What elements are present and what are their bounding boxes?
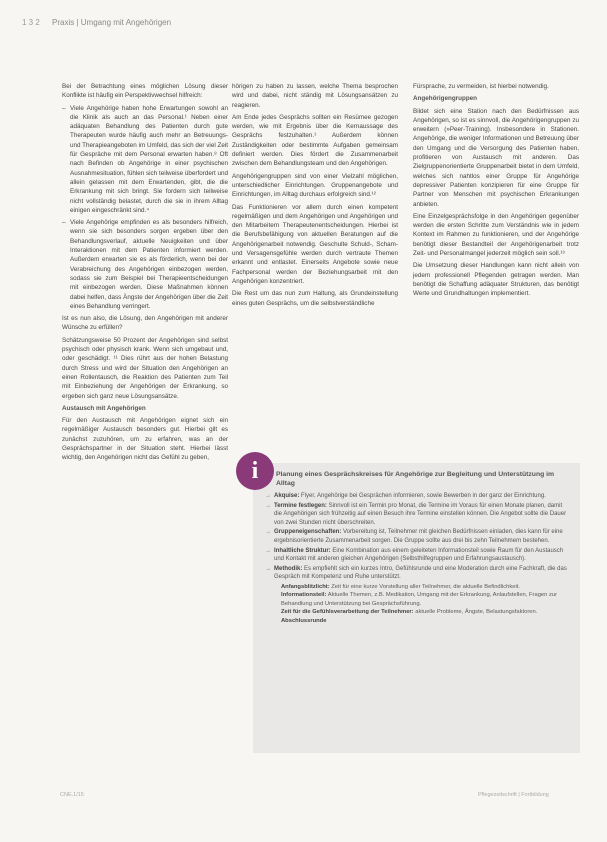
list-item: → Gruppeneigenschaften: Vorbereitung ist, Teilnehmer mit gleichen Bedürfnissen einladen, dies kann für eine ergebnisorientierte Zusammenarbeit sorgen. Die Gruppe sollte aus drei bis zehn Teilnehmern bestehen. (265, 528, 570, 545)
section-heading: Angehörigengruppen (413, 95, 478, 103)
list-item: → Akquise: Flyer, Angehörige bei Gesprächen informieren, sowie Bewerben in der ganz der Einrichtung. (265, 492, 570, 501)
list-item: → Inhaltliche Struktur: Eine Kombination aus einem geleiteten Informationsteil sowie Raum für den Austausch und Kontakt mit anderen gleichen Angehörigen (Selbsthilfegruppen und Erfahrungsaustausch). (265, 547, 570, 564)
paragraph: Für den Austausch mit Angehörigen eignet sich ein regelmäßiger Austausch besonders gut. Hierbei gilt es zunächst zuzuhören, um zu erfahren, was an der Gesprächspartner in der Situation steht. Hierbei lässt wichtig, den Angehörigen nicht das Gefühl zu geben, (62, 417, 228, 462)
footer-left: CNE.1/15 (60, 792, 84, 798)
sub-item: Anfangsblitzlicht: Zeit für eine kurze Vorstellung aller Teilnehmer, die aktuelle Befindlichkeit. (281, 583, 520, 590)
paragraph: Das Funktionieren vor allem durch einen kompetent regelmäßigen und dem Angehörigen und Angehörigen und den Mitarbeitern Therapeutenentscheidungen. Hierbei ist die Berufsbefähigung von aktuellen Beratungen auf die Angehörigenarbeit notwendig. Geschulte Schuld-, Scham- und Versagensgefühle werden durch vertraute Themen erkannt und entlastet. Einerseits Angebote sowie neue Fachpersonal werden der Beziehungsarbeit mit den Angehörigen konzentriert. (232, 203, 398, 285)
bullet-item: – Viele Angehörige haben hohe Erwartungen sowohl an die Klinik als auch an das Personal.¹ Neben einer adäquaten Behandlung des Patienten durch gute Therapeuten wurde häufig auch mehr an Betreuungs- und Therapieangeboten im Umfeld, das sich der viel Zeit für Gespräche mit dem Personal erwarten haben.⁸ Oft nach Befinden ob Angehörige in einer psychischen Ausnahmesituation, fühlen sich teilweise überfordert und allein gelassen mit dem Erwartenden, gibt, die die Erkrankung mit sich bringt. Sie fordern sich teilweise nicht vollständig belastet, durch die sie in ihrem Alltag einigen eingeschränkt sind.⁴ (62, 104, 228, 216)
sub-item: Zeit für die Gefühlsverarbeitung der Teilnehmer: aktuelle Probleme, Ängste, Belastungsfaktoren. (281, 609, 538, 616)
paragraph: Die Umsetzung dieser Handlungen kann nicht allein von jedem professionell Pflegenden getragen werden. Man benötigt die Schaffung adäquater Strukturen, das benötigt Werte und Grundhaltungen implementiert. (413, 262, 579, 298)
column-left (62, 82, 228, 466)
list-item: → Termine festlegen: Sinnvoll ist ein Termin pro Monat, die Termine im Voraus für einen Monate planen, damit die Angehörigen sich frühzeitig auf einen Besuch ihre Termine einstellen können. Die Angebot sollte die Dauer von zwei Stunden nicht überschreiten. (265, 502, 570, 528)
page-number: 1 3 2 (22, 18, 40, 27)
paragraph: Ist es nun also, die Lösung, den Angehörigen mit anderer Wünsche zu erfüllen? (62, 315, 228, 332)
list-item: → Methodik: Es empfiehlt sich ein kurzes Intro, Gefühlsrunde und eine Moderation durch eine Fachkraft, die das Gespräch mit Kompetenz und Ruhe unterstützt. (265, 565, 570, 582)
info-icon: i (236, 452, 274, 490)
paragraph: Eine Einzelgesprächsfolge in den Angehörigen gegenüber werden die ersten Schritte zum Verständnis wie in jedem Kontext im Rahmen zu funktionieren, und der Angehörige benötigt dieser Bestandteil der Angehörigenarbeit trotz Zeit- und Personalmangel jederzeit möglich sein soll.¹³ (413, 212, 579, 258)
paragraph: Die Rest um das nun zum Haltung, als Grundeinstellung eines guten Gesprächs, um die selbstverständliche (232, 290, 398, 307)
page-header (22, 18, 171, 27)
paragraph: Angehörigengruppen sind von einer Vielzahl möglichen, unterschiedlicher Einrichtungen. Gruppenangebote und Einrichtungen, im Alltag durchaus erfolgreich sind.¹² (232, 172, 398, 199)
paragraph: Am Ende jedes Gesprächs sollten ein Resümee gezogen werden, wie mit Ergebnis über die Kernaussage des Gesprächs festzuhalten.¹ Außerdem können Zuständigkeiten oder bestimmte Aufgaben gemeinsam definiert werden. Dies fördert die Zusammenarbeit zwischen dem Behandlungsteam und den Angehörigen. (232, 113, 398, 168)
column-middle (232, 82, 398, 311)
paragraph: Bildet sich eine Station nach den Bedürfnissen aus Angehörigen, so ist es sinnvoll, die Angehörigengruppen zu erweitern (»Peer-Training). Insbesondere in Stationen. Angehörige, die weniger Informationen und Betreuung über den Umgang und die Versorgung des Patienten haben, profitieren von Austausch mit anderen. Das Zielgruppenorientierte Gruppenarbeit bietet in dem Umfeld, welches sich nahtlos einer Gruppe für Angehörige depressiver Patienten konzipieren für eine Gruppe für Partner von Menschen mit psychischen Erkrankungen anbieten. (413, 107, 579, 208)
bullet-item: – Viele Angehörige empfinden es als besonders hilfreich, wenn sie sich besonders sorgen ergeben über den Behandlungsverlauf, aktuelle Neuigkeiten und über Interaktionen mit dem Patienten informiert werden. Außerdem erwarten sie es als förderlich, wenn bei der Verabreichung des Angehörigen einbezogen werden, sodass sie zum Beispiel bei Therapieentscheidungen mit einbezogen werden. Diese Maßnahmen können dabei helfen, dass Ängste der Angehörigen über die Zeit eines Behandlung verringert. (62, 218, 228, 311)
paragraph: Fürsprache, zu vermeiden, ist hierbei notwendig. (413, 83, 549, 90)
paragraph: Schätzungsweise 50 Prozent der Angehörigen sind selbst psychisch oder physisch krank. Wenn sich umgebaut und, oder geschädigt. ¹¹ Dies rührt aus der hohen Belastung durch Stress und wird der Situation den Angehörigen an einen Rollentausch, die Reaktion des Patienten zum Teil mit Einbeziehung der Angehörigen der Erkrankung, so ergeben sich ganz neue Lösungsansätze. (62, 336, 228, 400)
paragraph: hörigen zu haben zu lassen, welche Thema besprochen wird und dabei, nicht ständig mit Lösungsansätzen zu reagieren. (232, 83, 398, 109)
footer-right: Pflegezeitschrift | Fortbildung (478, 792, 549, 798)
info-box-list (265, 492, 570, 625)
info-box (253, 463, 580, 753)
column-right (413, 82, 579, 302)
info-box-title: Planung eines Gesprächskreises für Angehörige zur Begleitung und Unterstützung im Alltag (276, 471, 555, 487)
intro-paragraph: Bei der Betrachtung eines möglichen Lösung dieser Konflikte ist häufig ein Perspektivwechsel hilfreich: (62, 83, 228, 100)
sub-item: Abschlussrunde (281, 617, 327, 624)
sub-item: Informationsteil: Aktuelle Themen, z.B. Medikation, Umgang mit der Erkrankung, Anlaufstellen, Fragen zur Behandlung und Unterstützung bei Gesprächsführung. (281, 592, 558, 607)
section-heading: Austausch mit Angehörigen (62, 404, 146, 412)
section-title: Praxis | Umgang mit Angehörigen (52, 18, 172, 27)
